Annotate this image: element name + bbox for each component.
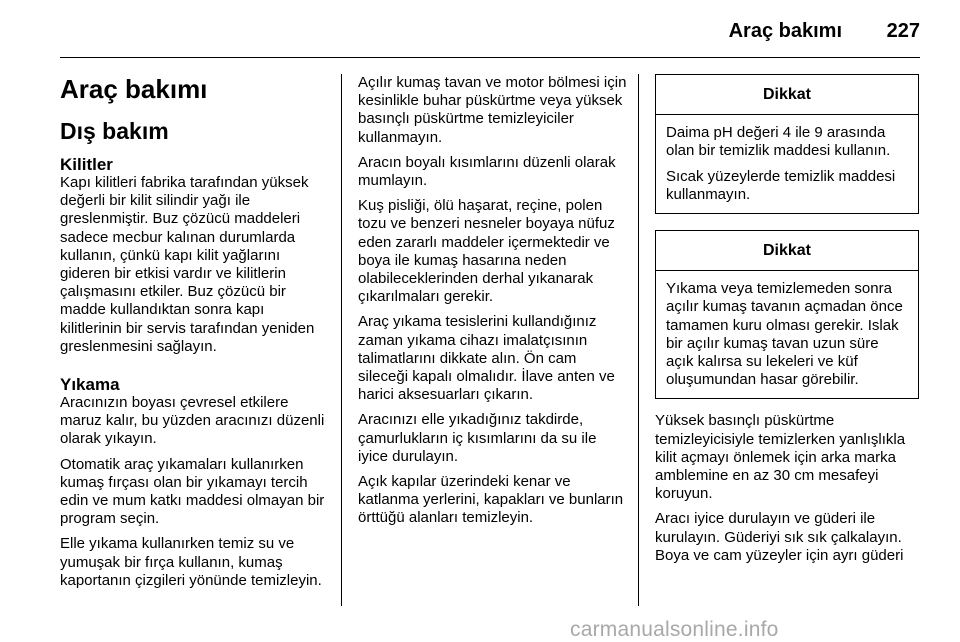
header-rule [60,57,920,58]
caution-text: Sıcak yüzeylerde temizlik maddesi kullanmayın. [666,167,896,203]
page-number: 227 [886,20,920,42]
body-paragraph: Araç yıkama tesislerini kullandığınız zaman yıkama cihazı imalatçısının talimatlarını dikkate alın. Ön cam sileceği kapalı olmalıdır. İlave anten ve harici aksesuarları çıkarın. [358,313,615,404]
body-paragraph: Aracın boyalı kısımlarını düzenli olarak mumlayın. [358,153,616,190]
caution-box [655,74,919,214]
watermark: carmanualsonline.info [570,618,779,641]
body-paragraph: Aracınızı elle yıkadığınız takdirde, çamurlukların iç kısımlarını da su ile iyice durulayın. [358,411,597,465]
body-paragraph: Açılır kumaş tavan ve motor bölmesi için kesinlikle buhar püskürtme veya yüksek basınçlı püskürtme temizleyiciler kullanmayın. [358,74,627,146]
washing-paragraph: Aracınızın boyası çevresel etkilere maruz kalır, bu yüzden aracınızı düzenli olarak yıkayın. [60,394,325,448]
washing-paragraph: Otomatik araç yıkamaları kullanırken kumaş fırçası olan bir yıkamayı tercih edin ve mum katkı maddesi olmayan bir program seçin. [60,455,325,528]
spacer [655,399,920,412]
chapter-title: Araç bakımı [60,74,208,104]
spacer [655,214,920,230]
running-title: Araç bakımı [728,20,842,42]
caution-title: Dikkat [656,231,918,271]
locks-paragraph: Kapı kilitleri fabrika tarafından yüksek değerli bir kilit silindir yağı ile greslenmiştir. Buz çözücü maddeleri sadece mecbur kalınan durumlarda kullanın, çünkü kapı kilit yağlarını gideren bir etkisi vardır ve kilitlerin çalışmasını etkiler. Buz çözücü bir madde kullandıktan sonra kapı kilitlerinin bir servis tarafından yeniden greslenmesini sağlayın. [60,174,315,355]
locks-heading: Kilitler [60,155,113,174]
section-title: Dış bakım [60,118,169,144]
body-paragraph: Açık kapılar üzerindeki kenar ve katlanma yerlerini, kapakları ve bunların örttüğü alanları temizleyin. [358,473,624,527]
column-2 [358,74,628,535]
column-1 [60,74,330,597]
spacer [60,363,330,375]
body-paragraph: Yüksek basınçlı püskürtme temizleyicisiyle temizlerken yanlışlıkla kilit açmayı önlemek için arka marka amblemine en az 30 cm mesafeyi koruyun. [655,412,906,503]
caution-text: Yıkama veya temizlemeden sonra açılır kumaş tavanın açmadan önce tamamen kuru olması gerekir. Islak bir açılır kumaş tavan uzun süre açık kalırsa su lekeleri ve küf oluşumundan hasar görebilir. [666,280,903,389]
body-paragraph: Kuş pisliği, ölü haşarat, reçine, polen tozu ve benzeri nesneler boyaya nüfuz eden zararlı maddeler içermektedir ve boya ile kumaş hasarına neden olabileceklerinden derhal yıkanarak çıkarılmaları gerekir. [358,197,615,306]
caution-body [656,271,918,398]
caution-text: Daima pH değeri 4 ile 9 arasında olan bir temizlik maddesi kullanın. [666,124,891,160]
column-divider [638,74,639,606]
body-paragraph: Aracı iyice durulayın ve güderi ile kurulayın. Güderiyi sık sık çalkalayın. Boya ve cam yüzeyler için ayrı güderi [655,510,904,564]
column-3 [655,74,920,572]
washing-paragraph: Elle yıkama kullanırken temiz su ve yumuşak bir fırça kullanın, kumaş kaportanın çizgileri yönünde temizleyin. [60,535,322,589]
column-divider [341,74,342,606]
caution-title: Dikkat [656,75,918,115]
caution-box [655,230,919,399]
washing-heading: Yıkama [60,375,120,395]
caution-body [656,115,918,213]
